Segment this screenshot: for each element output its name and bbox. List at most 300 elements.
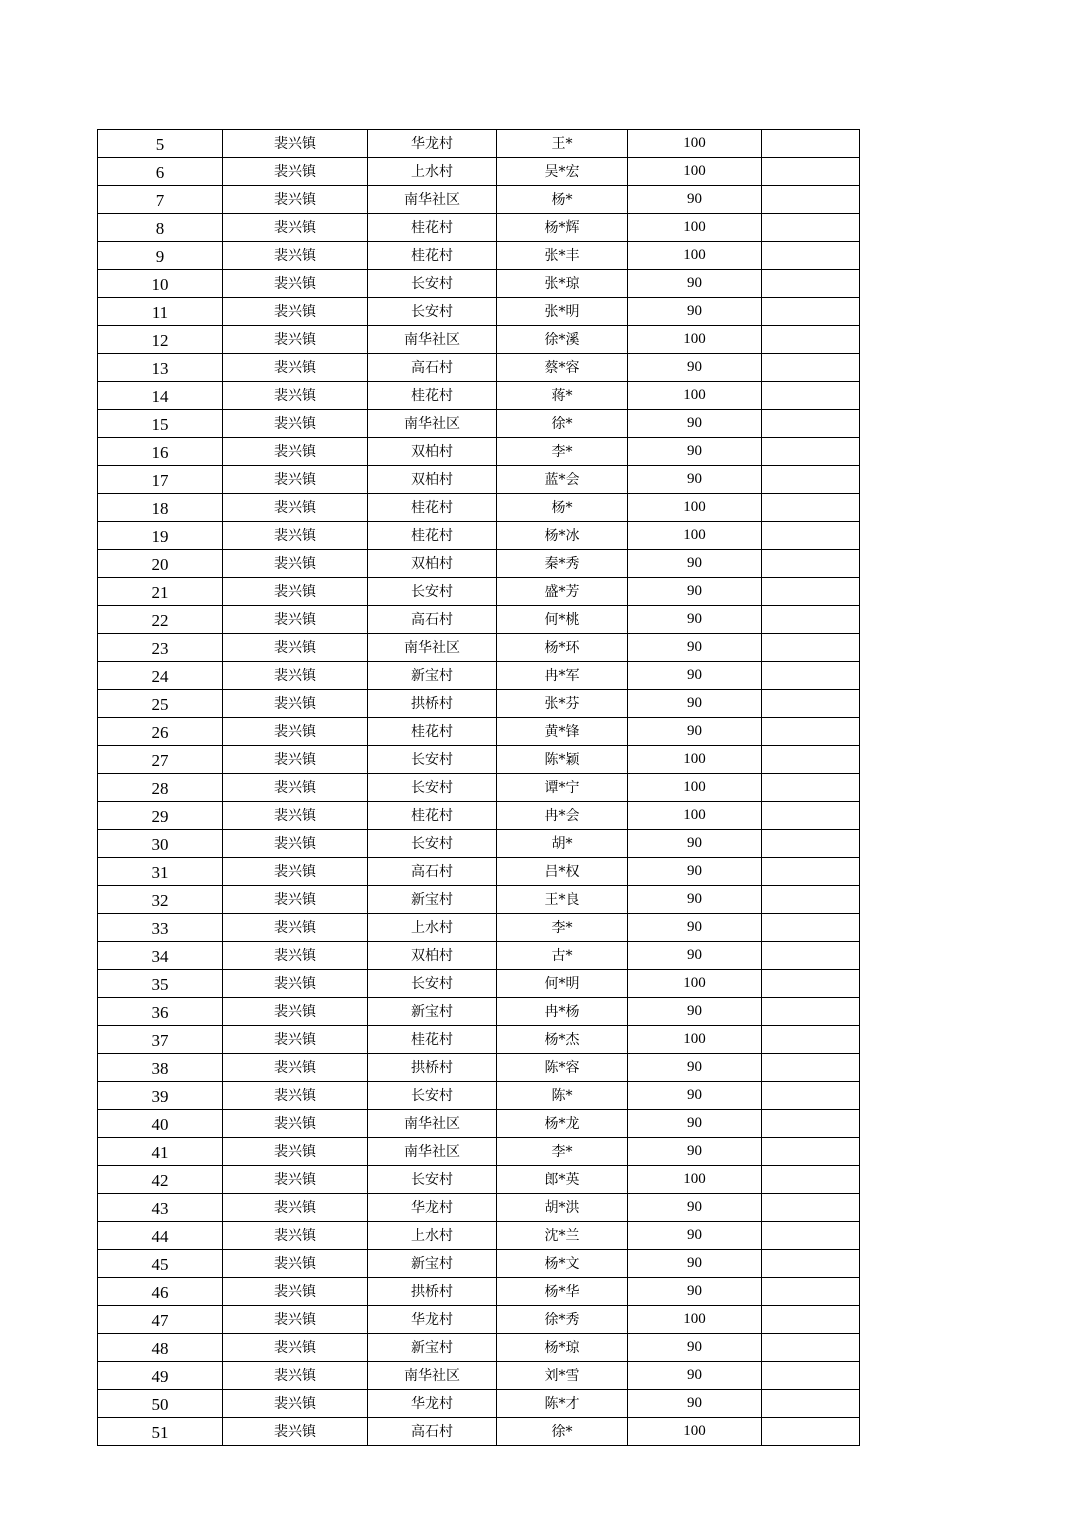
town-cell: 裴兴镇 bbox=[223, 158, 368, 186]
village-cell: 桂花村 bbox=[368, 1026, 497, 1054]
table-row bbox=[98, 1278, 860, 1306]
table-row bbox=[98, 1026, 860, 1054]
remark-cell bbox=[762, 186, 860, 214]
village-cell: 桂花村 bbox=[368, 802, 497, 830]
row-number-cell: 29 bbox=[98, 802, 223, 830]
row-number-cell: 49 bbox=[98, 1362, 223, 1390]
table-row bbox=[98, 326, 860, 354]
row-number-cell: 40 bbox=[98, 1110, 223, 1138]
name-cell: 黄*锋 bbox=[497, 718, 628, 746]
remark-cell bbox=[762, 494, 860, 522]
village-cell: 桂花村 bbox=[368, 242, 497, 270]
remark-cell bbox=[762, 1166, 860, 1194]
row-number-cell: 6 bbox=[98, 158, 223, 186]
table-row bbox=[98, 1390, 860, 1418]
remark-cell bbox=[762, 1418, 860, 1446]
village-cell: 双柏村 bbox=[368, 438, 497, 466]
amount-cell: 90 bbox=[628, 270, 762, 298]
name-cell: 盛*芳 bbox=[497, 578, 628, 606]
table-row bbox=[98, 1306, 860, 1334]
town-cell: 裴兴镇 bbox=[223, 1334, 368, 1362]
row-number-cell: 5 bbox=[98, 130, 223, 158]
remark-cell bbox=[762, 998, 860, 1026]
town-cell: 裴兴镇 bbox=[223, 578, 368, 606]
row-number-cell: 16 bbox=[98, 438, 223, 466]
row-number-cell: 9 bbox=[98, 242, 223, 270]
town-cell: 裴兴镇 bbox=[223, 270, 368, 298]
village-cell: 拱桥村 bbox=[368, 690, 497, 718]
row-number-cell: 31 bbox=[98, 858, 223, 886]
village-cell: 高石村 bbox=[368, 1418, 497, 1446]
table-row bbox=[98, 830, 860, 858]
remark-cell bbox=[762, 1334, 860, 1362]
table-row bbox=[98, 998, 860, 1026]
remark-cell bbox=[762, 1054, 860, 1082]
name-cell: 蒋* bbox=[497, 382, 628, 410]
row-number-cell: 39 bbox=[98, 1082, 223, 1110]
remark-cell bbox=[762, 690, 860, 718]
amount-cell: 90 bbox=[628, 1138, 762, 1166]
remark-cell bbox=[762, 886, 860, 914]
row-number-cell: 13 bbox=[98, 354, 223, 382]
remark-cell bbox=[762, 1278, 860, 1306]
town-cell: 裴兴镇 bbox=[223, 1166, 368, 1194]
name-cell: 杨*文 bbox=[497, 1250, 628, 1278]
amount-cell: 100 bbox=[628, 326, 762, 354]
amount-cell: 100 bbox=[628, 242, 762, 270]
village-cell: 新宝村 bbox=[368, 1250, 497, 1278]
name-cell: 杨*龙 bbox=[497, 1110, 628, 1138]
table-row bbox=[98, 634, 860, 662]
village-cell: 拱桥村 bbox=[368, 1054, 497, 1082]
remark-cell bbox=[762, 130, 860, 158]
row-number-cell: 32 bbox=[98, 886, 223, 914]
name-cell: 何*桃 bbox=[497, 606, 628, 634]
village-cell: 新宝村 bbox=[368, 1334, 497, 1362]
amount-cell: 90 bbox=[628, 410, 762, 438]
village-cell: 长安村 bbox=[368, 970, 497, 998]
table-row bbox=[98, 1138, 860, 1166]
amount-cell: 90 bbox=[628, 914, 762, 942]
town-cell: 裴兴镇 bbox=[223, 242, 368, 270]
name-cell: 陈*容 bbox=[497, 1054, 628, 1082]
table-row bbox=[98, 1194, 860, 1222]
amount-cell: 90 bbox=[628, 690, 762, 718]
village-cell: 桂花村 bbox=[368, 214, 497, 242]
town-cell: 裴兴镇 bbox=[223, 718, 368, 746]
row-number-cell: 43 bbox=[98, 1194, 223, 1222]
name-cell: 胡* bbox=[497, 830, 628, 858]
village-cell: 桂花村 bbox=[368, 522, 497, 550]
row-number-cell: 14 bbox=[98, 382, 223, 410]
amount-cell: 90 bbox=[628, 634, 762, 662]
amount-cell: 90 bbox=[628, 1082, 762, 1110]
remark-cell bbox=[762, 1110, 860, 1138]
table-row bbox=[98, 1250, 860, 1278]
remark-cell bbox=[762, 634, 860, 662]
remark-cell bbox=[762, 214, 860, 242]
town-cell: 裴兴镇 bbox=[223, 214, 368, 242]
row-number-cell: 47 bbox=[98, 1306, 223, 1334]
village-cell: 双柏村 bbox=[368, 466, 497, 494]
remark-cell bbox=[762, 438, 860, 466]
name-cell: 陈* bbox=[497, 1082, 628, 1110]
remark-cell bbox=[762, 326, 860, 354]
name-cell: 冉*会 bbox=[497, 802, 628, 830]
remark-cell bbox=[762, 382, 860, 410]
town-cell: 裴兴镇 bbox=[223, 382, 368, 410]
row-number-cell: 44 bbox=[98, 1222, 223, 1250]
name-cell: 吕*权 bbox=[497, 858, 628, 886]
town-cell: 裴兴镇 bbox=[223, 186, 368, 214]
name-cell: 古* bbox=[497, 942, 628, 970]
town-cell: 裴兴镇 bbox=[223, 774, 368, 802]
town-cell: 裴兴镇 bbox=[223, 1026, 368, 1054]
town-cell: 裴兴镇 bbox=[223, 1418, 368, 1446]
amount-cell: 90 bbox=[628, 550, 762, 578]
name-cell: 杨* bbox=[497, 186, 628, 214]
name-cell: 杨*华 bbox=[497, 1278, 628, 1306]
remark-cell bbox=[762, 1082, 860, 1110]
amount-cell: 90 bbox=[628, 186, 762, 214]
village-cell: 长安村 bbox=[368, 1166, 497, 1194]
remark-cell bbox=[762, 1250, 860, 1278]
table-row bbox=[98, 242, 860, 270]
name-cell: 谭*宁 bbox=[497, 774, 628, 802]
row-number-cell: 12 bbox=[98, 326, 223, 354]
village-cell: 上水村 bbox=[368, 158, 497, 186]
town-cell: 裴兴镇 bbox=[223, 298, 368, 326]
name-cell: 徐*溪 bbox=[497, 326, 628, 354]
table-row bbox=[98, 158, 860, 186]
row-number-cell: 24 bbox=[98, 662, 223, 690]
row-number-cell: 15 bbox=[98, 410, 223, 438]
remark-cell bbox=[762, 1138, 860, 1166]
village-cell: 上水村 bbox=[368, 1222, 497, 1250]
amount-cell: 100 bbox=[628, 158, 762, 186]
amount-cell: 100 bbox=[628, 214, 762, 242]
town-cell: 裴兴镇 bbox=[223, 438, 368, 466]
row-number-cell: 34 bbox=[98, 942, 223, 970]
remark-cell bbox=[762, 746, 860, 774]
name-cell: 张*琼 bbox=[497, 270, 628, 298]
town-cell: 裴兴镇 bbox=[223, 326, 368, 354]
remark-cell bbox=[762, 942, 860, 970]
row-number-cell: 51 bbox=[98, 1418, 223, 1446]
row-number-cell: 23 bbox=[98, 634, 223, 662]
row-number-cell: 17 bbox=[98, 466, 223, 494]
village-cell: 新宝村 bbox=[368, 886, 497, 914]
table-row bbox=[98, 578, 860, 606]
amount-cell: 90 bbox=[628, 1054, 762, 1082]
amount-cell: 90 bbox=[628, 1362, 762, 1390]
remark-cell bbox=[762, 774, 860, 802]
town-cell: 裴兴镇 bbox=[223, 662, 368, 690]
name-cell: 蔡*容 bbox=[497, 354, 628, 382]
name-cell: 徐* bbox=[497, 1418, 628, 1446]
table-row bbox=[98, 802, 860, 830]
row-number-cell: 50 bbox=[98, 1390, 223, 1418]
row-number-cell: 35 bbox=[98, 970, 223, 998]
name-cell: 刘*雪 bbox=[497, 1362, 628, 1390]
village-cell: 长安村 bbox=[368, 830, 497, 858]
amount-cell: 90 bbox=[628, 998, 762, 1026]
town-cell: 裴兴镇 bbox=[223, 914, 368, 942]
town-cell: 裴兴镇 bbox=[223, 1362, 368, 1390]
village-cell: 桂花村 bbox=[368, 718, 497, 746]
amount-cell: 100 bbox=[628, 802, 762, 830]
remark-cell bbox=[762, 1222, 860, 1250]
village-cell: 长安村 bbox=[368, 578, 497, 606]
remark-cell bbox=[762, 1026, 860, 1054]
name-cell: 张*丰 bbox=[497, 242, 628, 270]
town-cell: 裴兴镇 bbox=[223, 606, 368, 634]
table-row bbox=[98, 914, 860, 942]
table-row bbox=[98, 662, 860, 690]
amount-cell: 90 bbox=[628, 1390, 762, 1418]
table-row bbox=[98, 1110, 860, 1138]
amount-cell: 90 bbox=[628, 1222, 762, 1250]
village-cell: 长安村 bbox=[368, 1082, 497, 1110]
row-number-cell: 22 bbox=[98, 606, 223, 634]
name-cell: 徐*秀 bbox=[497, 1306, 628, 1334]
remark-cell bbox=[762, 970, 860, 998]
name-cell: 王*良 bbox=[497, 886, 628, 914]
table-row bbox=[98, 130, 860, 158]
amount-cell: 100 bbox=[628, 1166, 762, 1194]
town-cell: 裴兴镇 bbox=[223, 1278, 368, 1306]
name-cell: 陈*才 bbox=[497, 1390, 628, 1418]
remark-cell bbox=[762, 606, 860, 634]
town-cell: 裴兴镇 bbox=[223, 858, 368, 886]
table-row bbox=[98, 186, 860, 214]
row-number-cell: 42 bbox=[98, 1166, 223, 1194]
row-number-cell: 38 bbox=[98, 1054, 223, 1082]
table-row bbox=[98, 886, 860, 914]
town-cell: 裴兴镇 bbox=[223, 802, 368, 830]
amount-cell: 90 bbox=[628, 1278, 762, 1306]
amount-cell: 100 bbox=[628, 130, 762, 158]
town-cell: 裴兴镇 bbox=[223, 1250, 368, 1278]
table-row bbox=[98, 494, 860, 522]
remark-cell bbox=[762, 298, 860, 326]
amount-cell: 90 bbox=[628, 354, 762, 382]
village-cell: 南华社区 bbox=[368, 186, 497, 214]
village-cell: 新宝村 bbox=[368, 998, 497, 1026]
amount-cell: 100 bbox=[628, 774, 762, 802]
row-number-cell: 30 bbox=[98, 830, 223, 858]
village-cell: 高石村 bbox=[368, 858, 497, 886]
name-cell: 张*明 bbox=[497, 298, 628, 326]
amount-cell: 100 bbox=[628, 746, 762, 774]
village-cell: 华龙村 bbox=[368, 1194, 497, 1222]
amount-cell: 90 bbox=[628, 718, 762, 746]
town-cell: 裴兴镇 bbox=[223, 410, 368, 438]
town-cell: 裴兴镇 bbox=[223, 1138, 368, 1166]
name-cell: 李* bbox=[497, 438, 628, 466]
town-cell: 裴兴镇 bbox=[223, 690, 368, 718]
table-row bbox=[98, 522, 860, 550]
village-cell: 华龙村 bbox=[368, 130, 497, 158]
row-number-cell: 11 bbox=[98, 298, 223, 326]
remark-cell bbox=[762, 1362, 860, 1390]
amount-cell: 90 bbox=[628, 438, 762, 466]
amount-cell: 90 bbox=[628, 830, 762, 858]
row-number-cell: 8 bbox=[98, 214, 223, 242]
name-cell: 杨*环 bbox=[497, 634, 628, 662]
amount-cell: 100 bbox=[628, 970, 762, 998]
name-cell: 蓝*会 bbox=[497, 466, 628, 494]
amount-cell: 100 bbox=[628, 1306, 762, 1334]
town-cell: 裴兴镇 bbox=[223, 1390, 368, 1418]
remark-cell bbox=[762, 410, 860, 438]
table-row bbox=[98, 970, 860, 998]
table-row bbox=[98, 718, 860, 746]
amount-cell: 90 bbox=[628, 858, 762, 886]
town-cell: 裴兴镇 bbox=[223, 1110, 368, 1138]
amount-cell: 90 bbox=[628, 1194, 762, 1222]
row-number-cell: 48 bbox=[98, 1334, 223, 1362]
name-cell: 杨*杰 bbox=[497, 1026, 628, 1054]
village-cell: 华龙村 bbox=[368, 1390, 497, 1418]
amount-cell: 90 bbox=[628, 298, 762, 326]
name-cell: 陈*颖 bbox=[497, 746, 628, 774]
row-number-cell: 26 bbox=[98, 718, 223, 746]
row-number-cell: 7 bbox=[98, 186, 223, 214]
village-cell: 高石村 bbox=[368, 354, 497, 382]
table-row bbox=[98, 690, 860, 718]
village-cell: 桂花村 bbox=[368, 494, 497, 522]
table-body bbox=[98, 130, 860, 1446]
name-cell: 冉*杨 bbox=[497, 998, 628, 1026]
table-row bbox=[98, 354, 860, 382]
table-row bbox=[98, 774, 860, 802]
name-cell: 杨*冰 bbox=[497, 522, 628, 550]
name-cell: 胡*洪 bbox=[497, 1194, 628, 1222]
table-row bbox=[98, 214, 860, 242]
town-cell: 裴兴镇 bbox=[223, 1082, 368, 1110]
remark-cell bbox=[762, 830, 860, 858]
table-row bbox=[98, 1054, 860, 1082]
table-row bbox=[98, 438, 860, 466]
amount-cell: 90 bbox=[628, 942, 762, 970]
town-cell: 裴兴镇 bbox=[223, 466, 368, 494]
remark-cell bbox=[762, 242, 860, 270]
row-number-cell: 20 bbox=[98, 550, 223, 578]
amount-cell: 90 bbox=[628, 606, 762, 634]
row-number-cell: 27 bbox=[98, 746, 223, 774]
remark-cell bbox=[762, 578, 860, 606]
town-cell: 裴兴镇 bbox=[223, 634, 368, 662]
table-row bbox=[98, 1222, 860, 1250]
amount-cell: 90 bbox=[628, 1110, 762, 1138]
village-cell: 华龙村 bbox=[368, 1306, 497, 1334]
town-cell: 裴兴镇 bbox=[223, 1222, 368, 1250]
row-number-cell: 21 bbox=[98, 578, 223, 606]
table-row bbox=[98, 606, 860, 634]
town-cell: 裴兴镇 bbox=[223, 830, 368, 858]
remark-cell bbox=[762, 914, 860, 942]
name-cell: 杨* bbox=[497, 494, 628, 522]
name-cell: 冉*军 bbox=[497, 662, 628, 690]
name-cell: 杨*琼 bbox=[497, 1334, 628, 1362]
village-cell: 桂花村 bbox=[368, 382, 497, 410]
row-number-cell: 19 bbox=[98, 522, 223, 550]
remark-cell bbox=[762, 158, 860, 186]
village-cell: 双柏村 bbox=[368, 942, 497, 970]
remark-cell bbox=[762, 1306, 860, 1334]
village-cell: 南华社区 bbox=[368, 1138, 497, 1166]
name-cell: 沈*兰 bbox=[497, 1222, 628, 1250]
village-cell: 上水村 bbox=[368, 914, 497, 942]
town-cell: 裴兴镇 bbox=[223, 522, 368, 550]
table-row bbox=[98, 858, 860, 886]
town-cell: 裴兴镇 bbox=[223, 746, 368, 774]
remark-cell bbox=[762, 1194, 860, 1222]
village-cell: 南华社区 bbox=[368, 410, 497, 438]
row-number-cell: 10 bbox=[98, 270, 223, 298]
village-cell: 长安村 bbox=[368, 774, 497, 802]
name-cell: 秦*秀 bbox=[497, 550, 628, 578]
name-cell: 何*明 bbox=[497, 970, 628, 998]
table-row bbox=[98, 746, 860, 774]
remark-cell bbox=[762, 550, 860, 578]
amount-cell: 90 bbox=[628, 1250, 762, 1278]
amount-cell: 90 bbox=[628, 466, 762, 494]
remark-cell bbox=[762, 718, 860, 746]
table-row bbox=[98, 410, 860, 438]
table-row bbox=[98, 1362, 860, 1390]
village-cell: 新宝村 bbox=[368, 662, 497, 690]
table-row bbox=[98, 466, 860, 494]
town-cell: 裴兴镇 bbox=[223, 1306, 368, 1334]
village-cell: 长安村 bbox=[368, 270, 497, 298]
amount-cell: 100 bbox=[628, 522, 762, 550]
amount-cell: 90 bbox=[628, 1334, 762, 1362]
name-cell: 吴*宏 bbox=[497, 158, 628, 186]
row-number-cell: 36 bbox=[98, 998, 223, 1026]
village-cell: 长安村 bbox=[368, 746, 497, 774]
name-cell: 张*芬 bbox=[497, 690, 628, 718]
amount-cell: 100 bbox=[628, 494, 762, 522]
table-row bbox=[98, 1418, 860, 1446]
name-cell: 李* bbox=[497, 1138, 628, 1166]
town-cell: 裴兴镇 bbox=[223, 1194, 368, 1222]
table-row bbox=[98, 1082, 860, 1110]
town-cell: 裴兴镇 bbox=[223, 998, 368, 1026]
data-table bbox=[97, 129, 860, 1446]
row-number-cell: 33 bbox=[98, 914, 223, 942]
remark-cell bbox=[762, 522, 860, 550]
table-row bbox=[98, 942, 860, 970]
remark-cell bbox=[762, 354, 860, 382]
town-cell: 裴兴镇 bbox=[223, 1054, 368, 1082]
remark-cell bbox=[762, 466, 860, 494]
town-cell: 裴兴镇 bbox=[223, 942, 368, 970]
row-number-cell: 18 bbox=[98, 494, 223, 522]
village-cell: 长安村 bbox=[368, 298, 497, 326]
amount-cell: 100 bbox=[628, 1026, 762, 1054]
village-cell: 高石村 bbox=[368, 606, 497, 634]
town-cell: 裴兴镇 bbox=[223, 354, 368, 382]
amount-cell: 90 bbox=[628, 886, 762, 914]
row-number-cell: 37 bbox=[98, 1026, 223, 1054]
town-cell: 裴兴镇 bbox=[223, 886, 368, 914]
town-cell: 裴兴镇 bbox=[223, 970, 368, 998]
remark-cell bbox=[762, 270, 860, 298]
remark-cell bbox=[762, 802, 860, 830]
row-number-cell: 46 bbox=[98, 1278, 223, 1306]
